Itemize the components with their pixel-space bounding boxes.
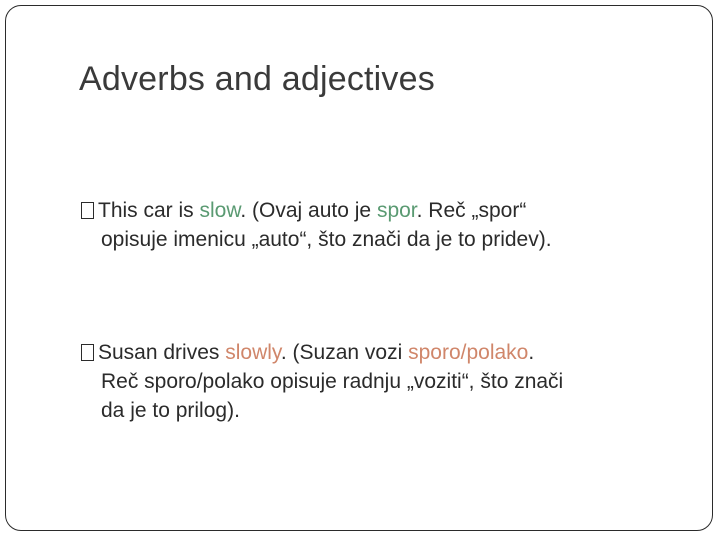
highlight-word-sporo-polako: sporo/polako [408,341,529,364]
bullet-continuation-line: opisuje imenicu „auto“, što znači da je to pridev). [101,228,552,251]
square-bullet-icon [81,202,94,219]
bullet-continuation-line: da je to prilog). [101,399,240,422]
bullet-text: . Reč „spor“ [416,199,527,222]
bullet-adverb-example [81,338,701,425]
bullet-text: Susan drives [98,341,226,364]
bullet-first-line [81,338,701,367]
highlight-word-slow: slow [199,199,241,222]
bullet-first-line [81,196,701,225]
square-bullet-icon [81,344,94,361]
bullet-text: . (Suzan vozi [280,341,409,364]
bullet-text: . [528,341,535,364]
bullet-continuation-line: Reč sporo/polako opisuje radnju „voziti“, što znači [101,370,564,393]
bullet-text: This car is [98,199,200,222]
bullet-text: . (Ovaj auto je [240,199,377,222]
highlight-word-spor: spor [376,199,417,222]
highlight-word-slowly: slowly [225,341,281,364]
slide-title: Adverbs and adjectives [79,60,435,98]
bullet-adjective-example [81,196,701,254]
